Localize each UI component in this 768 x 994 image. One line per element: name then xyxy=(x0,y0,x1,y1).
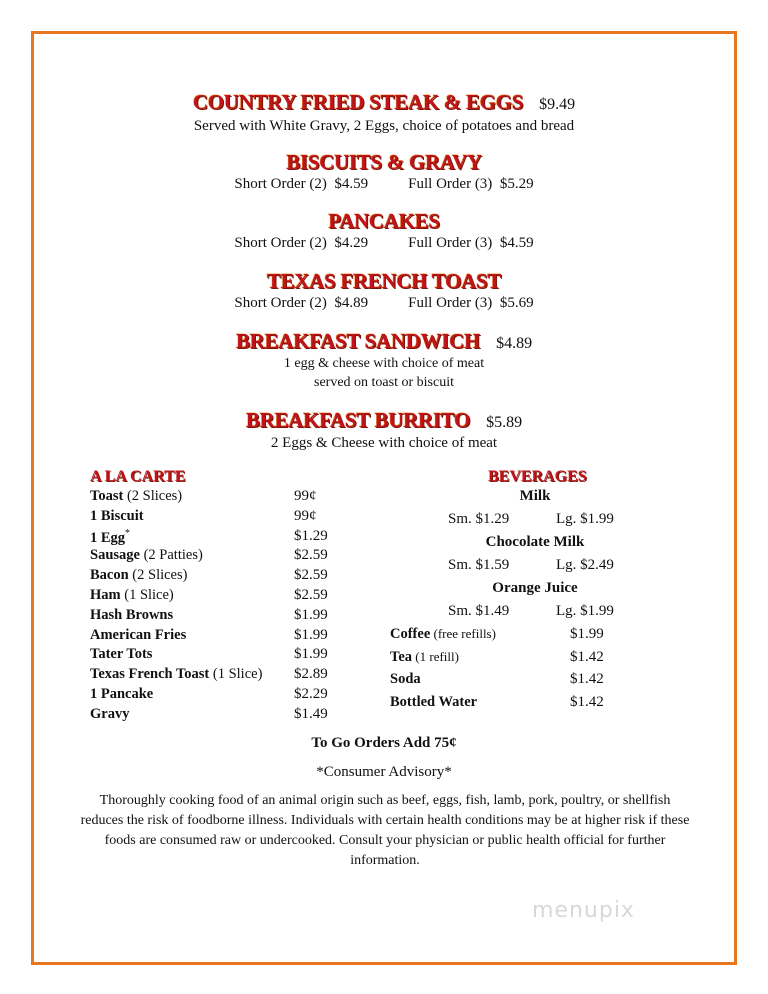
item-note: (1 Slice) xyxy=(120,587,174,603)
a-la-carte-item xyxy=(90,646,152,663)
full-order-price: $4.59 xyxy=(499,235,534,251)
item-title: PANCAKES xyxy=(328,209,440,233)
beverage-large-price: Lg. $1.99 xyxy=(556,603,614,619)
item-price: $2.59 xyxy=(294,567,328,584)
a-la-carte-item xyxy=(90,488,182,505)
a-la-carte-item xyxy=(90,547,203,564)
beverage-name: Bottled Water xyxy=(390,693,478,710)
item-price: $1.49 xyxy=(294,705,328,722)
a-la-carte-item xyxy=(90,508,144,525)
item-note: (2 Slices) xyxy=(128,567,188,584)
item-price: $2.59 xyxy=(294,547,328,564)
item-description: served on toast or biscuit xyxy=(314,375,454,390)
full-order-label: Full Order (3) xyxy=(408,176,493,192)
item-title: BREAKFAST SANDWICH xyxy=(235,329,481,353)
item-order-options xyxy=(0,176,768,193)
item-title: BISCUITS & GRAVY xyxy=(286,150,482,174)
beverage-name: Coffee xyxy=(390,626,431,642)
item-name: American Fries xyxy=(90,626,187,643)
a-la-carte-item xyxy=(90,706,129,723)
beverage-item xyxy=(390,649,459,666)
item-order-options xyxy=(0,295,768,312)
beverage-name: Milk xyxy=(519,488,551,504)
short-order-label: Short Order (2) xyxy=(234,176,327,192)
item-title: TEXAS FRENCH TOAST xyxy=(266,269,502,293)
item-price: $2.29 xyxy=(294,686,328,702)
item-name: Texas French Toast xyxy=(90,666,210,683)
short-order-label: Short Order (2) xyxy=(234,295,327,311)
short-order-price: $4.59 xyxy=(334,176,369,192)
item-note: (2 Patties) xyxy=(139,547,203,564)
watermark: menupix xyxy=(532,898,635,923)
beverage-item xyxy=(390,626,496,643)
short-order-price: $4.29 xyxy=(334,235,369,251)
item-price: $1.99 xyxy=(294,606,328,623)
a-la-carte-item xyxy=(90,528,130,547)
item-name: Gravy xyxy=(90,705,130,722)
item-name: Hash Browns xyxy=(90,606,174,623)
beverage-name: Chocolate Milk xyxy=(485,534,585,550)
item-price: $2.89 xyxy=(294,666,328,683)
item-price: $9.49 xyxy=(539,96,576,113)
item-order-options xyxy=(0,235,768,252)
beverage-small-price: Sm. $1.29 xyxy=(448,511,510,527)
short-order-label: Short Order (2) xyxy=(234,235,327,251)
item-name: Toast xyxy=(90,488,124,504)
item-title: COUNTRY FRIED STEAK & EGGS xyxy=(192,90,524,114)
advisory-title: *Consumer Advisory* xyxy=(316,764,452,780)
beverage-price: $1.42 xyxy=(570,648,604,665)
item-note: (1 Slice) xyxy=(209,666,263,683)
beverage-small-price: Sm. $1.59 xyxy=(448,557,510,573)
item-name: Sausage xyxy=(90,547,140,564)
item-title: BREAKFAST BURRITO xyxy=(245,408,471,432)
beverage-note: (free refills) xyxy=(430,626,496,641)
item-texas-french-toast xyxy=(0,269,768,294)
beverage-price: $1.42 xyxy=(570,671,604,687)
item-price: $1.99 xyxy=(294,646,328,663)
item-country-fried-steak xyxy=(0,90,768,115)
item-price: 99¢ xyxy=(294,488,317,504)
item-price: $5.89 xyxy=(486,414,523,431)
full-order-label: Full Order (3) xyxy=(408,295,493,311)
short-order-price: $4.89 xyxy=(334,295,369,311)
a-la-carte-item xyxy=(90,627,186,644)
item-description: 1 egg & cheese with choice of meat xyxy=(283,356,485,371)
beverage-item xyxy=(390,671,421,688)
item-description: Served with White Gravy, 2 Eggs, choice of potatoes and bread xyxy=(193,118,575,134)
beverage-name: Tea xyxy=(390,648,413,665)
a-la-carte-item xyxy=(90,607,173,624)
item-breakfast-sandwich xyxy=(0,329,768,354)
a-la-carte-title: A LA CARTE xyxy=(90,468,186,485)
item-price: $2.59 xyxy=(294,587,328,603)
beverage-price: $1.99 xyxy=(570,626,604,642)
a-la-carte-item xyxy=(90,666,262,683)
full-order-label: Full Order (3) xyxy=(408,235,493,251)
beverage-name: Orange Juice xyxy=(492,580,578,596)
advisory-text: Thoroughly cooking food of an animal origin such as beef, eggs, fish, lamb, pork, poultry, or shellfish reduces the risk of foodborne illness. Individuals with certain health conditions may be at higher risk if these foods are consumed raw or undercooked. Consult your physician or public health official for further information. xyxy=(80,793,690,868)
beverage-large-price: Lg. $1.99 xyxy=(556,511,614,527)
a-la-carte-item xyxy=(90,567,187,584)
item-name: Bacon xyxy=(90,567,129,584)
item-breakfast-burrito xyxy=(0,408,768,433)
item-note: * xyxy=(125,527,131,539)
beverage-note: (1 refill) xyxy=(412,648,459,664)
item-name: Tater Tots xyxy=(90,646,153,663)
item-description: 2 Eggs & Cheese with choice of meat xyxy=(270,435,498,451)
to-go-note: To Go Orders Add 75¢ xyxy=(311,735,457,751)
item-price: $1.29 xyxy=(294,527,328,544)
full-order-price: $5.29 xyxy=(499,176,534,192)
item-note: (2 Slices) xyxy=(123,488,183,504)
item-pancakes xyxy=(0,209,768,234)
item-name: 1 Pancake xyxy=(90,686,154,702)
beverage-large-price: Lg. $2.49 xyxy=(556,557,614,573)
beverage-price: $1.42 xyxy=(570,693,604,710)
item-price: $1.99 xyxy=(294,626,328,643)
a-la-carte-item xyxy=(90,587,174,604)
item-name: Ham xyxy=(90,587,121,603)
item-name: 1 Egg xyxy=(90,529,126,546)
item-price: $4.89 xyxy=(496,335,533,352)
beverages-title: BEVERAGES xyxy=(488,468,587,485)
item-name: 1 Biscuit xyxy=(90,507,144,524)
a-la-carte-item xyxy=(90,686,153,703)
beverage-item xyxy=(390,694,477,711)
beverage-name: Soda xyxy=(390,671,421,687)
item-biscuits-gravy xyxy=(0,150,768,175)
item-price: 99¢ xyxy=(294,507,317,524)
full-order-price: $5.69 xyxy=(499,295,534,311)
beverage-small-price: Sm. $1.49 xyxy=(448,603,510,619)
